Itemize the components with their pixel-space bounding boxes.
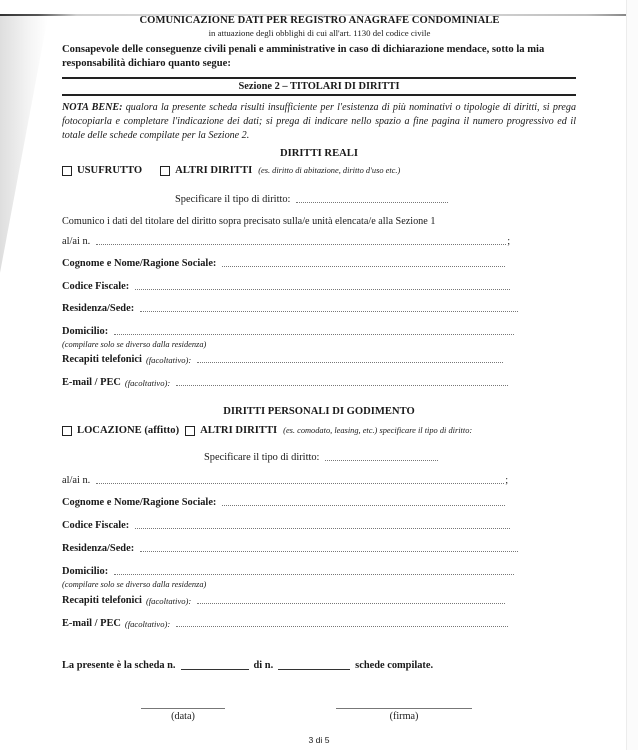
personali-domicilio-label: Domicilio: xyxy=(62,566,109,577)
reali-residenza-label: Residenza/Sede: xyxy=(62,303,135,314)
personali-units-label: al/ai n. xyxy=(62,475,91,486)
locazione-label: LOCAZIONE (affitto) xyxy=(77,425,180,436)
reali-residenza-row xyxy=(62,303,518,314)
reali-nome-field[interactable] xyxy=(222,258,505,267)
scheda-suffix: schede compilate. xyxy=(355,660,434,671)
firma-signature-block xyxy=(336,708,472,722)
altri-diritti-personali-note: (es. comodato, leasing, etc.) specificare il tipo di diritto: xyxy=(283,426,473,435)
reali-units-label: al/ai n. xyxy=(62,236,91,247)
personali-nome-row xyxy=(62,497,505,508)
section-rule-top xyxy=(62,77,576,79)
section-rule-bottom xyxy=(62,94,576,96)
reali-specify-row xyxy=(175,194,448,205)
reali-nome-label: Cognome e Nome/Ragione Sociale: xyxy=(62,258,217,269)
document-subtitle: in attuazione degli obblighi di cui all'art. 1130 del codice civile xyxy=(208,28,431,38)
data-field[interactable] xyxy=(141,708,225,709)
scan-shadow-left xyxy=(0,16,48,750)
reali-domicilio-label: Domicilio: xyxy=(62,326,109,337)
document-title: COMUNICAZIONE DATI PER REGISTRO ANAGRAFE CONDOMINIALE xyxy=(139,15,500,26)
scheda-count-row xyxy=(62,660,433,671)
scheda-total-field[interactable] xyxy=(278,660,350,670)
reali-telefono-row xyxy=(62,354,503,365)
reali-domicilio-field[interactable] xyxy=(114,326,514,335)
comunico-text: Comunico i dati del titolare del diritto sopra precisato sulla/e unità elencata/e alla Sezione 1 xyxy=(62,216,436,227)
reali-specify-label: Specificare il tipo di diritto: xyxy=(175,194,291,205)
personali-specify-row xyxy=(204,452,438,463)
personali-email-note: (facoltativo): xyxy=(124,619,171,629)
scheda-prefix: La presente è la scheda n. xyxy=(62,660,176,671)
declaration-text: Consapevole delle conseguenze civili penali e amministrative in caso di dichiarazione mendace, sotto la mia responsabilità dichiaro quanto segue: xyxy=(62,44,545,69)
usufrutto-checkbox[interactable] xyxy=(62,166,72,176)
personali-email-row xyxy=(62,618,508,629)
scan-edge-right xyxy=(626,0,638,750)
diritti-reali-options xyxy=(62,165,400,176)
personali-units-field[interactable] xyxy=(96,475,504,484)
diritti-personali-options xyxy=(62,425,472,436)
page-number: 3 di 5 xyxy=(308,735,330,745)
scheda-mid: di n. xyxy=(253,660,274,671)
personali-nome-label: Cognome e Nome/Ragione Sociale: xyxy=(62,497,217,508)
section-title: Sezione 2 – TITOLARI DI DIRITTI xyxy=(238,81,400,92)
reali-email-field[interactable] xyxy=(176,377,508,386)
reali-cf-field[interactable] xyxy=(135,281,510,290)
data-signature-block xyxy=(141,708,225,722)
diritti-reali-heading: DIRITTI REALI xyxy=(279,148,358,159)
reali-units-field[interactable] xyxy=(96,236,506,245)
firma-field[interactable] xyxy=(336,708,472,709)
scheda-number-field[interactable] xyxy=(181,660,249,670)
personali-specify-label: Specificare il tipo di diritto: xyxy=(204,452,320,463)
reali-domicilio-row xyxy=(62,326,514,337)
personali-residenza-field[interactable] xyxy=(140,543,518,552)
diritti-personali-heading: DIRITTI PERSONALI DI GODIMENTO xyxy=(223,406,415,417)
altri-diritti-reali-label: ALTRI DIRITTI xyxy=(175,165,253,176)
nota-bene-label: NOTA BENE: xyxy=(62,102,123,113)
reali-email-row xyxy=(62,377,508,388)
personali-units-row: al/ai n. ; xyxy=(62,475,509,486)
reali-cf-row xyxy=(62,281,510,292)
personali-email-field[interactable] xyxy=(176,618,508,627)
personali-cf-label: Codice Fiscale: xyxy=(62,520,130,531)
personali-telefono-label: Recapiti telefonici xyxy=(62,595,142,606)
locazione-checkbox[interactable] xyxy=(62,426,72,436)
firma-label: (firma) xyxy=(389,711,419,722)
data-label: (data) xyxy=(171,711,195,722)
personali-telefono-note: (facoltativo): xyxy=(145,596,192,606)
personali-domicilio-field[interactable] xyxy=(114,566,514,575)
altri-diritti-personali-checkbox[interactable] xyxy=(185,426,195,436)
personali-email-label: E-mail / PEC xyxy=(62,618,121,629)
personali-residenza-row xyxy=(62,543,518,554)
altri-diritti-personali-label: ALTRI DIRITTI xyxy=(200,425,278,436)
reali-domicilio-hint: (compilare solo se diverso dalla residenza) xyxy=(62,340,207,349)
altri-diritti-reali-note: (es. diritto di abitazione, diritto d'uso etc.) xyxy=(258,166,401,175)
reali-telefono-label: Recapiti telefonici xyxy=(62,354,142,365)
personali-domicilio-row xyxy=(62,566,514,577)
reali-email-note: (facoltativo): xyxy=(124,378,171,388)
personali-residenza-label: Residenza/Sede: xyxy=(62,543,135,554)
personali-domicilio-hint: (compilare solo se diverso dalla residenza) xyxy=(62,580,207,589)
reali-units-row: al/ai n. ; xyxy=(62,236,511,247)
personali-cf-row xyxy=(62,520,510,531)
personali-nome-field[interactable] xyxy=(222,497,505,506)
altri-diritti-reali-checkbox[interactable] xyxy=(160,166,170,176)
reali-nome-row xyxy=(62,258,505,269)
nota-bene-text: qualora la presente scheda risulti insufficiente per l'esistenza di più nominativi o tipologie di diritti, si prega fotocopiarla e completare l'indicazione dei dati; si prega di indicare nello spazio a fine pagina il numero progressivo ed il totale delle schede compilate per la Sezione 2. xyxy=(62,102,577,141)
reali-cf-label: Codice Fiscale: xyxy=(62,281,130,292)
reali-specify-field[interactable] xyxy=(296,194,448,203)
reali-telefono-field[interactable] xyxy=(197,354,503,363)
usufrutto-label: USUFRUTTO xyxy=(77,165,143,176)
reali-residenza-field[interactable] xyxy=(140,303,518,312)
reali-email-label: E-mail / PEC xyxy=(62,377,121,388)
nota-bene xyxy=(62,101,576,143)
reali-telefono-note: (facoltativo): xyxy=(145,355,192,365)
personali-telefono-row xyxy=(62,595,505,606)
personali-specify-field[interactable] xyxy=(325,452,438,461)
personali-telefono-field[interactable] xyxy=(197,595,505,604)
personali-cf-field[interactable] xyxy=(135,520,510,529)
